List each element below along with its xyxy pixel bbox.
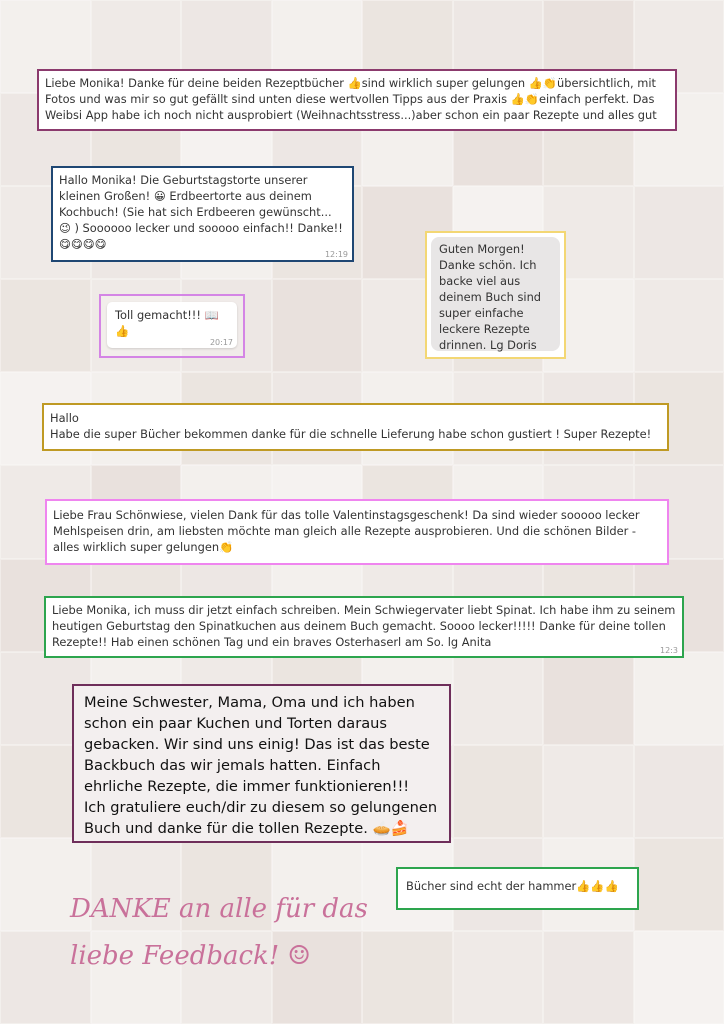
message-text: Toll gemacht!!! 📖 👍 — [115, 308, 219, 338]
message-text: Hallo Monika! Die Geburtstagstorte unserer kleinen Großen! 😀 Erdbeertorte aus deinem Kochbuch! (Sie hat sich Erdbeeren gewünscht... 😉 ) Soooooo lecker und sooooo einfach!! Danke!! 😋😋😋😋 — [59, 173, 343, 251]
message-text: Liebe Frau Schönwiese, vielen Dank für das tolle Valentinstagsgeschenk! Da sind wieder sooooo lecker Mehlspeisen drin, am liebsten möchte man gleich alle Rezepte ausprobieren. Und die schönen Bilder - alles wirklich super gelungen👏 — [53, 508, 640, 554]
message-text: Liebe Monika, ich muss dir jetzt einfach schreiben. Mein Schwiegervater liebt Spinat. Ich habe ihm zu seinem heutigen Geburtstag den Spinatkuchen aus deinem Buch gemacht. Soooo lecker!!!!! Danke für deine tollen Rezepte!! Hab einen schönen Tag und ein braves Osterhaserl am So. lg Anita — [52, 603, 676, 649]
message-text: Ich gratuliere euch/dir zu diesem so gelungenen Buch und danke für die tollen Rezepte. 🥧🍰 — [84, 799, 438, 837]
feedback-message-7 — [44, 596, 684, 658]
feedback-message-8 — [72, 684, 451, 843]
message-text: Bücher sind echt der hammer👍👍👍 — [406, 879, 619, 893]
feedback-message-2 — [51, 166, 354, 262]
feedback-message-6 — [45, 499, 669, 565]
message-bubble — [107, 302, 237, 348]
feedback-message-5 — [42, 403, 669, 451]
message-timestamp: 12:3 — [660, 646, 678, 655]
message-line: Hallo — [50, 411, 79, 425]
feedback-message-3 — [425, 231, 566, 359]
message-text: Liebe Monika! Danke für deine beiden Rezeptbücher 👍sind wirklich super gelungen 👍👏übersichtlich, mit Fotos und was mir so gut gefällt sind unten diese wertvollen Tipps aus der Praxis 👍👏einfach perfekt. Das Weibsi App habe ich noch nicht ausprobiert (Weihnachtsstress...)aber schon ein paar Rezepte und alles gut — [45, 76, 657, 122]
message-text: Guten Morgen! Danke schön. Ich backe viel aus deinem Buch sind super einfache leckere Rezepte drinnen. Lg Doris — [439, 242, 542, 352]
feedback-message-1 — [37, 69, 677, 131]
message-timestamp: 12:19 — [324, 250, 348, 259]
message-line: Habe die super Bücher bekommen danke für die schnelle Lieferung habe schon gustiert ! Super Rezepte! — [50, 427, 652, 441]
feedback-message-9 — [396, 867, 639, 910]
message-bubble — [431, 237, 560, 351]
message-timestamp: 20:17 — [209, 338, 233, 347]
feedback-message-4 — [99, 294, 245, 358]
message-text: Meine Schwester, Mama, Oma und ich haben schon ein paar Kuchen und Torten daraus gebacken. Wir sind uns einig! Das ist das beste Backbuch das wir jemals hatten. Einfach ehrliche Rezepte, die immer funktionieren!!! — [84, 694, 430, 795]
thanks-heading: DANKE an alle für das liebe Feedback! ☺ — [70, 894, 368, 971]
